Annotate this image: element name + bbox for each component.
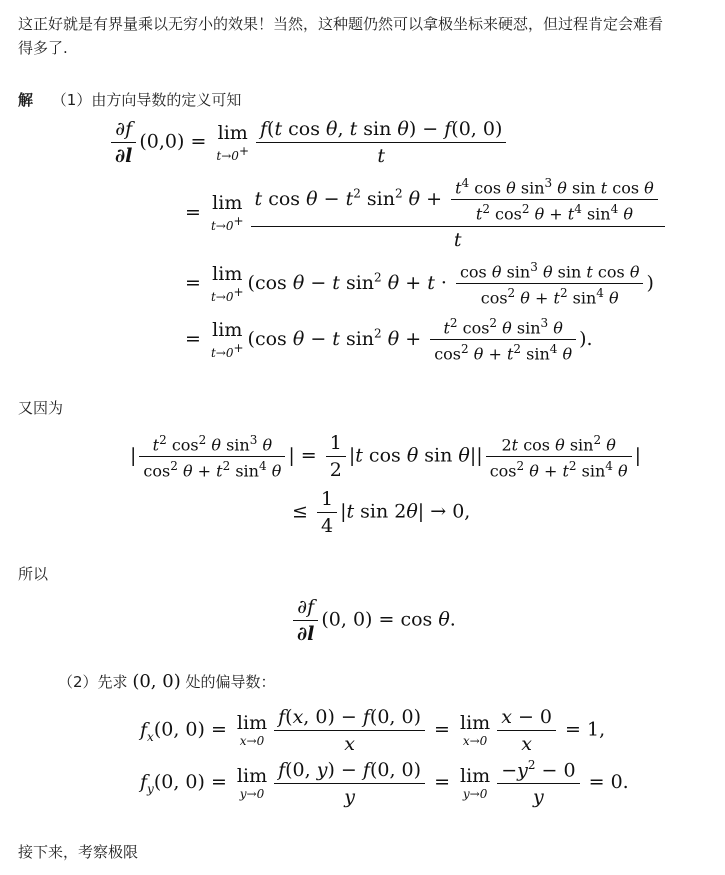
partial-x-equation: $f_x(0$, 0) = lim x→0 $\frac{f(x, 0) - f(0, 0)}{x}$ = lim x→0 $\frac{x - 0}{x}$ = 1,	[140, 706, 606, 755]
step-2-expression: = lim t→0+ t $\cos \theta - t^2$ $\sin^2 \theta$ + $\frac{t^4 \cos \theta \sin^3 \theta \sin t \cos \theta}{t^2 \cos^2 \theta + t^4 \sin^4 \theta}$ t	[185, 176, 668, 251]
solution-label: 解	[18, 91, 34, 109]
directional-derivative-definition: $\frac{\partial f}{\partial l}$ (0,0) = lim t→0+ $\frac{\text{f(t cos θ, t sin θ) − f(0, 0)}}{t}$	[108, 118, 509, 167]
bound-estimate-line-2: ≤ $\frac{1}{4}$ |t sin 2θ| → 0,	[292, 488, 471, 537]
intro-line-2: 得多了.	[18, 39, 68, 57]
part1-label: （1）由方向导数的定义可知	[51, 91, 242, 109]
bound-estimate-line-1: | $\frac{t^2 \cos^2 \theta \sin^3 \theta}{\cos^2 \theta + t^2 \sin^4 \theta}$ | = $\frac{1}{2}$ |t cos θ sin θ|| $\frac{2t \cos \theta \sin^2 \theta}{\cos^2 \theta + t^2 \sin^4 \theta}$ |	[130, 432, 642, 481]
directional-derivative-result: $\frac{\partial f}{\partial l}$ (0, 0) = cos θ.	[290, 596, 456, 645]
intro-line-1: 这正好就是有界量乘以无穷小的效果！当然，这种题仍然可以拿极坐标来硬怼，但过程肯定会难看	[18, 15, 664, 33]
and-because-label: 又因为	[18, 399, 64, 417]
intro-paragraph	[18, 12, 718, 60]
solution-heading	[18, 88, 241, 112]
partial-y-equation: $f_y(0$, 0) = lim y→0 $\frac{f(0, y) - f(0, 0)}{y}$ = lim y→0 $\frac{-y^2 - 0}{y}$ = 0.	[140, 758, 629, 809]
part2-point: (0, 0)	[132, 671, 181, 692]
therefore-label: 所以	[18, 565, 49, 583]
step-4-expression: = lim t→0+ (cos θ − t $\sin^2 \theta$ + $\frac{t^2 \cos^2 \theta \sin^3 \theta}{\cos^2 \theta + t^2 \sin^4 \theta}$ ).	[185, 316, 593, 364]
step-3-expression: = lim t→0+ (cos θ − t $\sin^2 \theta + t$ · $\frac{\cos \theta \sin^3 \theta \sin t \cos \theta}{\cos^2 \theta + t^2 \sin^4 \theta}$ )	[185, 260, 654, 308]
part2-suffix: 处的偏导数：	[185, 673, 276, 691]
next-limit-label: 接下来，考察极限	[18, 843, 139, 861]
part2-heading	[58, 670, 276, 694]
part2-label: （2）先求	[58, 673, 128, 691]
